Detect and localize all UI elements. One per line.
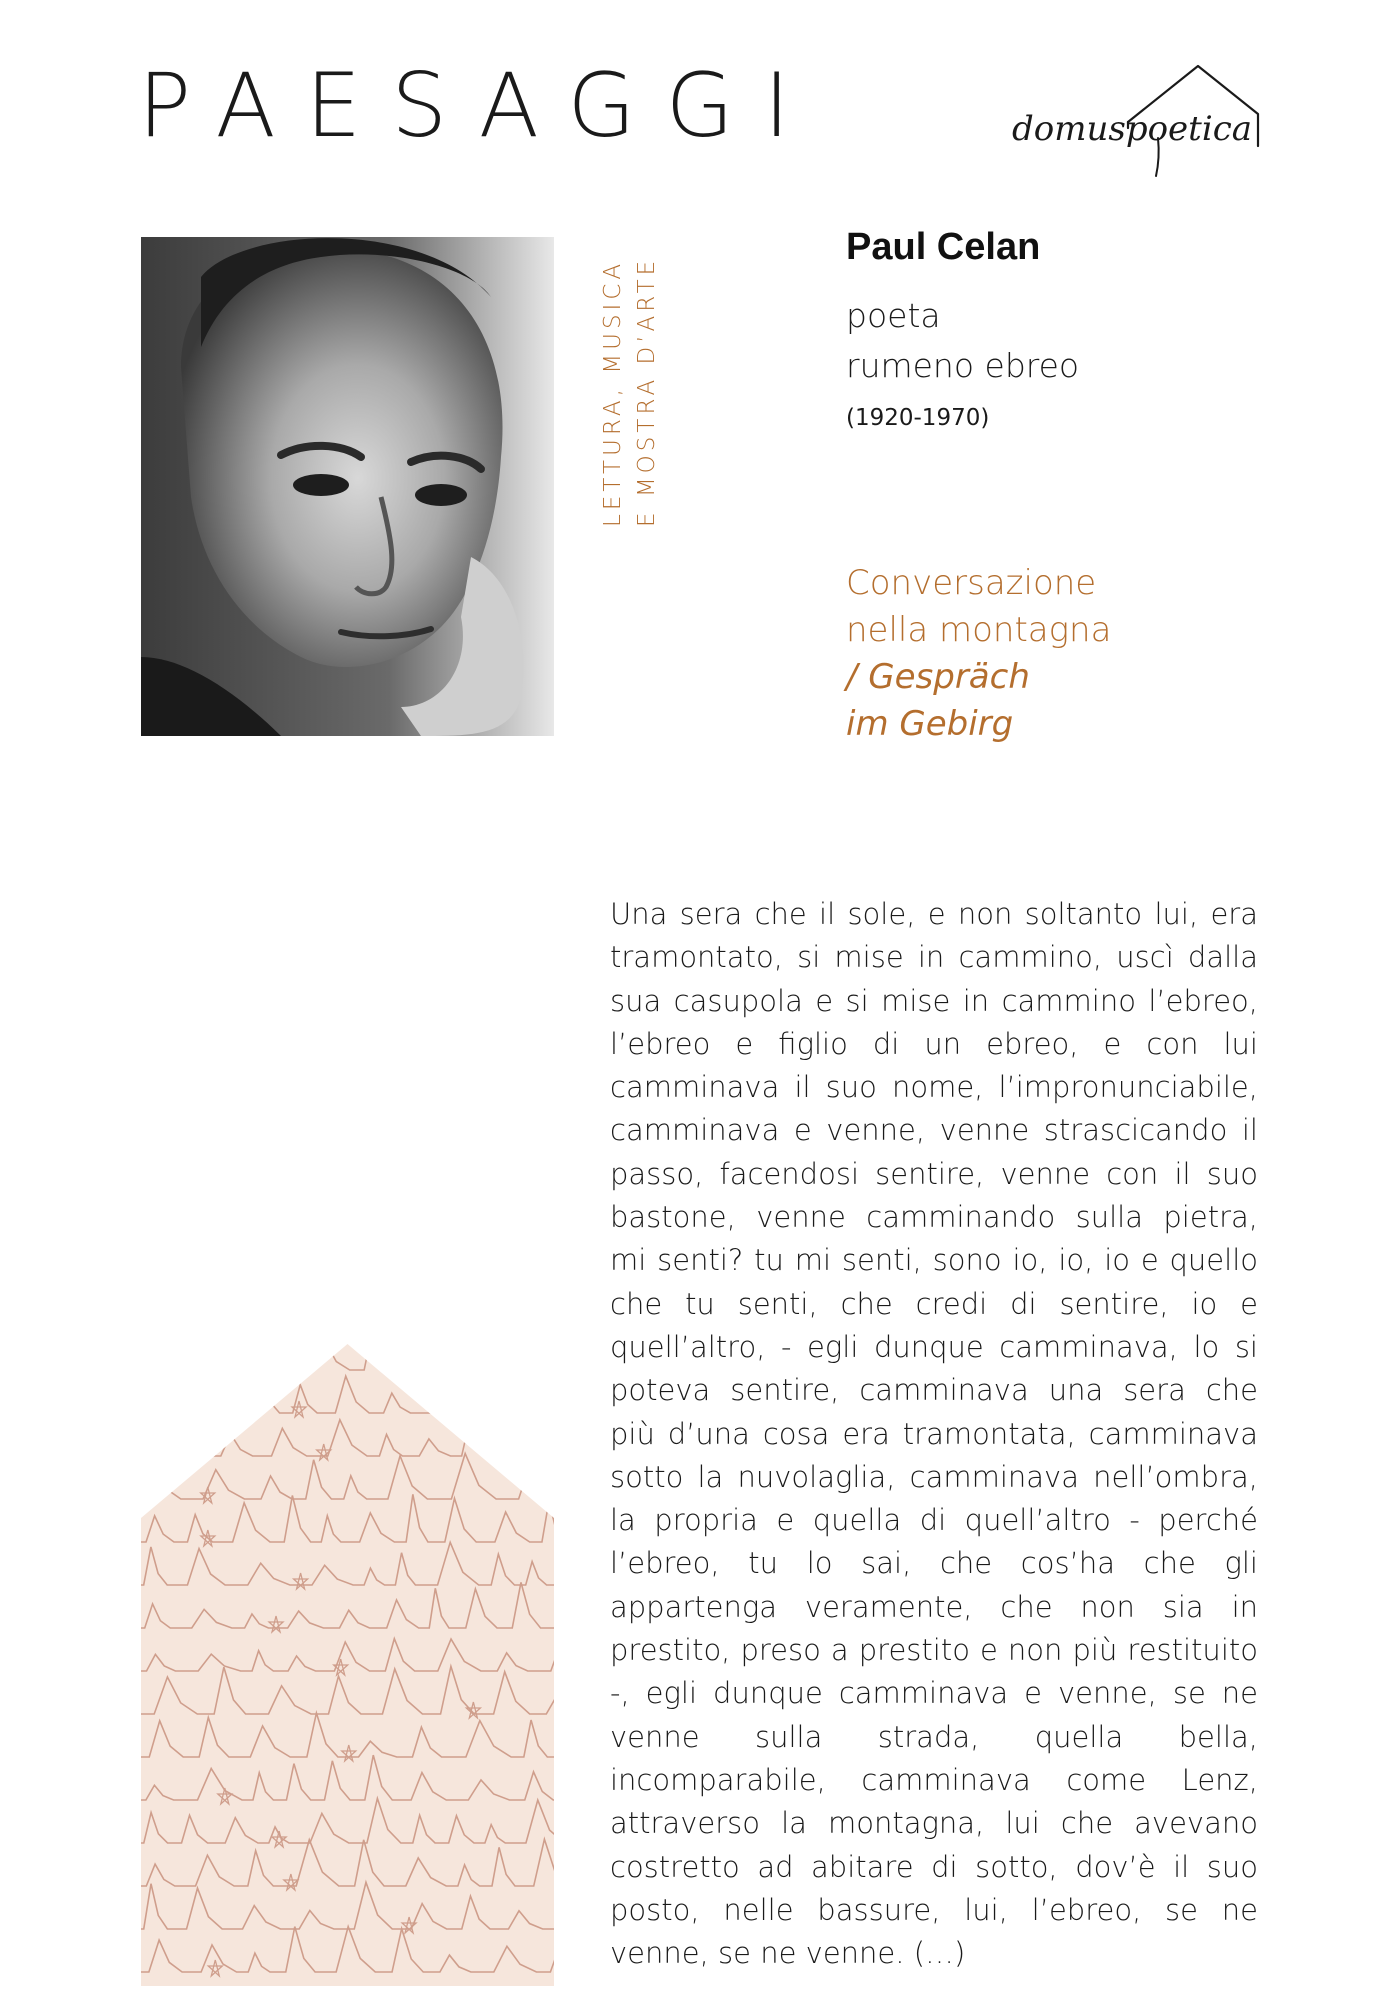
author-role-1: poeta [846,296,941,335]
caption-line-2: E MOSTRA D’ARTE [634,256,660,527]
work-title-de-1: / Gespräch [846,657,1030,697]
vertical-caption [596,237,670,527]
domuspoetica-logo [1010,58,1270,178]
excerpt-text: Una sera che il sole, e non soltanto lui, era tramontato, si mise in cammino, uscì dalla sua casupola e si mise in cammino l’ebreo, l’ebreo e figlio di un ebreo, e con lui camminava il suo nome, l’impronunciabile, camminava e venne, venne strascicando il passo, facendosi sentire, venne con il suo bastone, venne camminando sulla pietra, mi senti? tu mi senti, sono io, io, io e quello che tu senti, che credi di sentire, io e quell’altro, - egli dunque camminava, lo si poteva sentire, camminava una sera che più d’una cosa era tramontata, camminava sotto la nuvolaglia, camminava nell’ombra, la propria e quella di quell’altro - perché l’ebreo, tu lo sai, che cos’ha che gli appartenga veramente, che non sia in prestito, preso a prestito e non più restituito -, egli dunque camminava e venne, se ne venne sulla strada, quella bella, incomparabile, camminava come Lenz, attraverso la montagna, lui che avevano costretto ad abitare di sotto, dov’è il suo posto, nelle bassure, lui, l’ebreo, se ne venne, se ne venne. (…) [610,897,1258,1971]
logo-text: domuspoetica [1012,109,1253,149]
author-dates: (1920-1970) [846,405,990,431]
page-title: PAESAGGI [138,54,820,157]
house-logo-icon [1010,58,1270,178]
star-doodle [243,1358,257,1374]
house-pattern-illustration [141,1340,554,1986]
house-shape-icon [141,1340,554,1986]
work-title [846,560,1226,748]
author-portrait [141,237,554,736]
work-title-it-1: Conversazione [846,563,1097,603]
caption-line-1: LETTURA, MUSICA [600,259,626,527]
work-title-it-2: nella montagna [846,610,1112,650]
author-info [846,226,1226,431]
portrait-image [141,237,554,736]
author-role-2: rumeno ebreo [846,346,1080,385]
work-title-de-2: im Gebirg [846,704,1014,744]
author-name: Paul Celan [846,226,1041,268]
